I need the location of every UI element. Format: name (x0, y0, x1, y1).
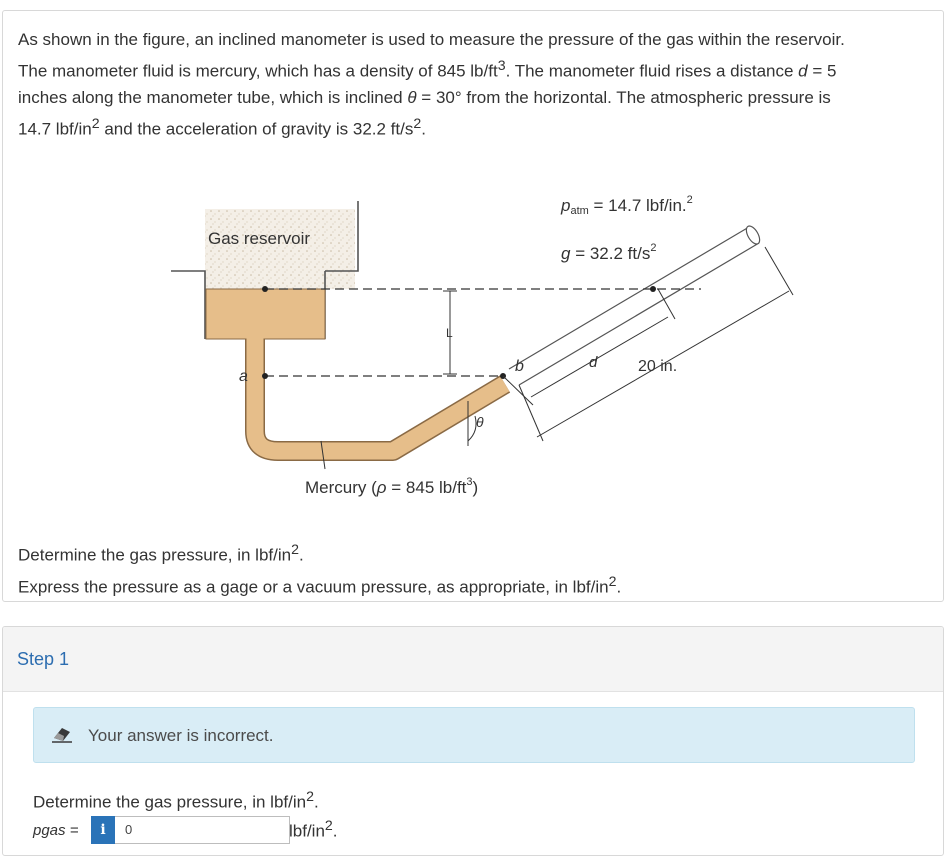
label-b: b (515, 358, 524, 375)
step-card (2, 626, 944, 856)
label-gravity: g = 32.2 $ft/s^2$ (561, 242, 657, 263)
label-gas-reservoir: Gas reservoir (208, 229, 311, 248)
task-statement (18, 537, 923, 600)
task-line-1: Determine the gas pressure, in lbf/$in^2$. (18, 542, 304, 565)
d-dimension (531, 317, 668, 397)
label-a: a (239, 368, 248, 385)
problem-line-1: As shown in the figure, an inclined manometer is used to measure the pressure of the gas within the reservoir. (18, 30, 845, 49)
theta-arc (468, 416, 476, 441)
incorrect-alert (33, 707, 915, 763)
point-gas (262, 286, 268, 292)
problem-line-4: 14.7 lbf/$in^2$ and the acceleration of gravity is 32.2 $ft/s^2$. (18, 115, 426, 139)
pgas-answer-input[interactable] (115, 816, 290, 844)
pgas-label: pgas = (33, 822, 79, 839)
question-card (2, 10, 944, 602)
reservoir-wall-left (171, 271, 205, 339)
label-theta: θ (476, 414, 484, 430)
problem-line-3: inches along the manometer tube, which is inclined θ = 30° from the horizontal. The atmospheric pressure is (18, 87, 831, 107)
problem-statement (18, 27, 923, 142)
label-20-in: 20 in. (638, 358, 678, 375)
answer-prompt: Determine the gas pressure, in lbf/$in^2$. (33, 789, 319, 812)
step-title[interactable]: Step 1 (17, 649, 70, 669)
gas-region (205, 209, 355, 289)
d-ext-top (658, 289, 675, 319)
task-line-2: Express the pressure as a gage or a vacuum pressure, as appropriate, in lbf/$in^2$. (18, 573, 622, 597)
dim-20-ext-bottom (519, 385, 543, 441)
label-mercury: Mercury (ρ = 845 $lb/ft^3$) (305, 476, 479, 497)
point-upper (650, 286, 656, 292)
problem-line-2: The manometer fluid is mercury, which has a density of 845 $lb/ft^3$. The manometer fluid rises a distance d = 5 (18, 58, 837, 81)
eraser-icon (50, 722, 74, 746)
label-L: L (446, 326, 453, 340)
label-d: d (589, 354, 598, 371)
point-a (262, 373, 268, 379)
info-button[interactable]: i (91, 816, 115, 844)
dim-20-ext-top (765, 247, 793, 295)
alert-text: Your answer is incorrect. (88, 726, 274, 745)
step-header[interactable] (3, 627, 943, 692)
manometer-figure (153, 161, 803, 521)
tube-open-end (744, 224, 763, 246)
answer-unit: lbf/$in^2$. (289, 818, 338, 841)
mercury-pool (206, 289, 325, 339)
label-patm: patm = 14.7 lbf/in.$^2$ (561, 194, 693, 217)
